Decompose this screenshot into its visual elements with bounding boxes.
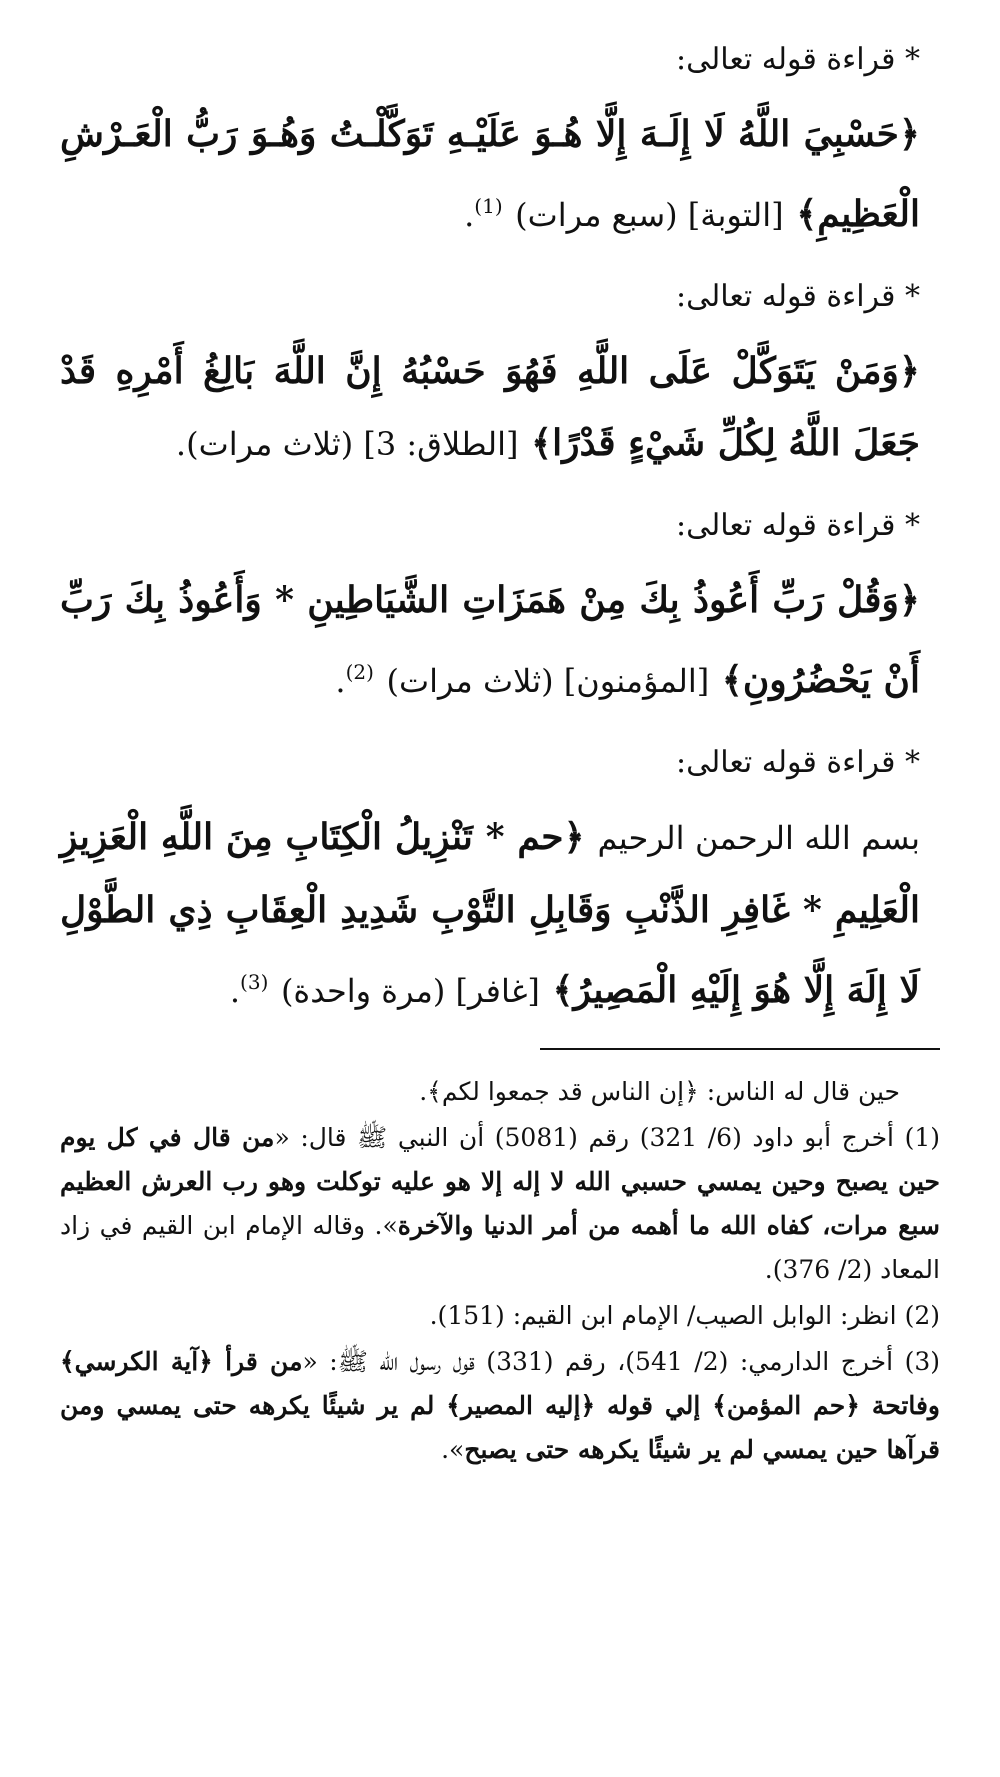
footnote-number: (2) [904, 1301, 940, 1330]
verse-end: . [175, 425, 187, 463]
footnote-marker-1[interactable]: (1) [474, 194, 503, 218]
section-heading-2: * قراءة قوله تعالى: [676, 279, 920, 314]
verse-reference: [الطلاق: 3] (ثلاث مرات) [186, 425, 519, 463]
footnote-text: أخرج أبو داود (6/ 321) رقم (5081) أن النبي ﷺ قال: « [274, 1123, 894, 1152]
verse-1 [60, 98, 940, 251]
section-heading-1: * قراءة قوله تعالى: [676, 42, 920, 77]
section-heading-3: * قراءة قوله تعالى: [676, 508, 920, 543]
verse-text: ﴿حَسْبِيَ اللَّهُ لَا إِلَـهَ إِلَّا هُـوَ عَلَيْـهِ تَوَكَّلْـتُ وَهُـوَ رَبُّ الْعَـرْشِ الْعَظِيمِ﴾ [60, 113, 920, 235]
verse-4 [60, 801, 940, 1027]
footnote-1 [60, 1116, 940, 1292]
footnote-carry-over: حين قال له الناس: ﴿إن الناس قد جمعوا لكم﴾. [419, 1077, 900, 1106]
verse-3 [60, 564, 940, 717]
verse-text: ﴿حم * تَنْزِيلُ الْكِتَابِ مِنَ اللَّهِ الْعَزِيزِ الْعَلِيمِ * غَافِرِ الذَّنْبِ وَقَابِلِ التَّوْبِ شَدِيدِ الْعِقَابِ ذِي الطَّوْلِ لَا إِلَهَ إِلَّا هُوَ إِلَيْهِ الْمَصِيرُ﴾ [60, 816, 920, 1011]
basmala: بسم الله الرحمن الرحيم [597, 819, 920, 857]
verse-end: . [464, 196, 475, 234]
verse-reference: [المؤمنون] (ثلاث مرات) [386, 662, 710, 700]
footnote-divider [540, 1048, 940, 1050]
footnote-3 [60, 1340, 940, 1472]
verse-2 [60, 335, 940, 480]
footnote-2 [60, 1294, 940, 1338]
page-body [60, 40, 940, 1053]
verse-reference: [غافر] (مرة واحدة) [280, 972, 540, 1010]
verse-reference: [التوبة] (سبع مرات) [515, 196, 784, 234]
footnote-text: أخرج الدارمي: (2/ 541)، رقم (331) قول رسول الله ﷺ: « [302, 1347, 894, 1376]
section-heading-4: * قراءة قوله تعالى: [676, 745, 920, 780]
footnote-number: (1) [904, 1123, 940, 1152]
verse-end: . [335, 662, 346, 700]
footnotes [60, 1070, 940, 1474]
verse-end: . [229, 972, 241, 1010]
footnote-marker-2[interactable]: (2) [345, 660, 374, 684]
verse-text: ﴿وَمَنْ يَتَوَكَّلْ عَلَى اللَّهِ فَهُوَ حَسْبُهُ إِنَّ اللَّهَ بَالِغُ أَمْرِهِ قَدْ جَعَلَ اللَّهُ لِكُلِّ شَيْءٍ قَدْرًا﴾ [60, 350, 920, 464]
footnote-marker-3[interactable]: (3) [240, 970, 269, 994]
footnote-text: ». [441, 1435, 465, 1464]
footnote-hadith: من قرأ ﴿آية الكرسي﴾ وفاتحة ﴿حم المؤمن﴾ إلي قوله ﴿إليه المصير﴾ لم ير شيئًا يكرهه حتى يمسي ومن قرآها حين يمسي لم ير شيئًا يكرهه حتى يصبح [60, 1347, 940, 1464]
verse-text: ﴿وَقُلْ رَبِّ أَعُوذُ بِكَ مِنْ هَمَزَاتِ الشَّيَاطِينِ * وَأَعُوذُ بِكَ رَبِّ أَنْ يَحْضُرُونِ﴾ [60, 579, 920, 701]
footnote-text: ». وقاله الإمام ابن القيم في زاد المعاد (2/ 376). [60, 1211, 940, 1284]
footnote-number: (3) [904, 1347, 941, 1376]
footnote-text: انظر: الوابل الصيب/ الإمام ابن القيم: (151). [429, 1301, 897, 1330]
footnote-hadith: من قال في كل يوم حين يصبح وحين يمسي حسبي الله لا إله إلا هو عليه توكلت وهو رب العرش العظيم سبع مرات، كفاه الله ما أهمه من أمر الدنيا والآخرة [60, 1123, 940, 1240]
